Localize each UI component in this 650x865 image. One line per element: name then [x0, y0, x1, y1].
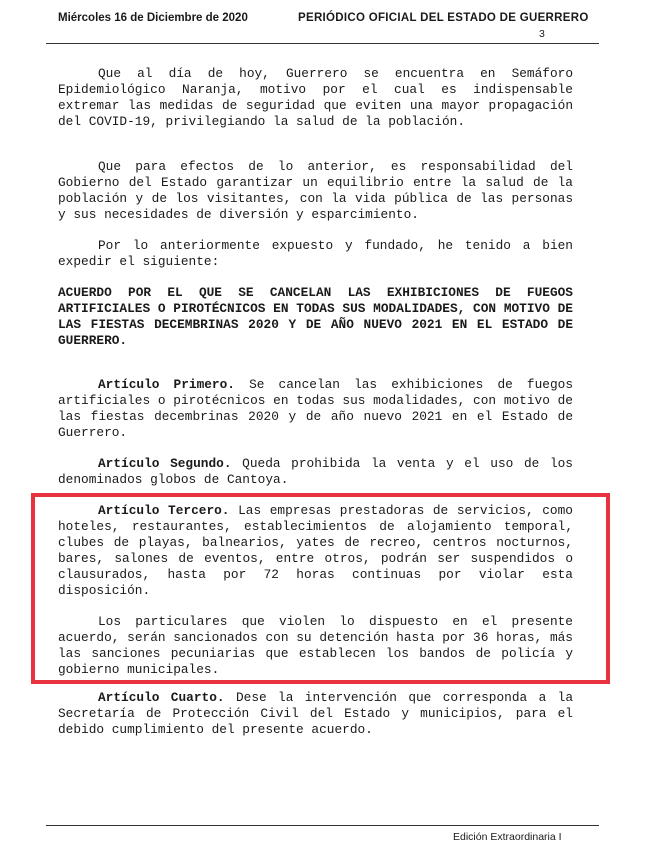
agreement-title: ACUERDO POR EL QUE SE CANCELAN LAS EXHIBICIONES DE FUEGOS ARTIFICIALES O PIROTÉCNICOS EN TODAS SUS MODALIDADES, CON MOTIVO DE LAS FIESTAS DECEMBRINAS 2020 Y DE AÑO NUEVO 2021 EN EL ESTADO DE GUERRERO. — [58, 285, 573, 348]
article-primero-text: Se cancelan las exhibiciones de fuegos artificiales o pirotécnicos en todas sus modalidades, con motivo de las fiestas decembrinas 2020 y de año nuevo 2021 en el Estado de Guerrero. — [58, 377, 573, 440]
article-tercero — [58, 503, 573, 599]
article-cuarto — [58, 690, 573, 738]
paragraph-responsabilidad: Que para efectos de lo anterior, es responsabilidad del Gobierno del Estado garantizar un equilibrio entre la salud de la población y de los visitantes, con la vida pública de las personas y sus necesidades de diversión y esparcimiento. — [58, 159, 573, 222]
header-date: Miércoles 16 de Diciembre de 2020 — [58, 12, 248, 24]
article-segundo — [58, 456, 573, 488]
article-segundo-text: Queda prohibida la venta y el uso de los denominados globos de Cantoya. — [58, 456, 573, 487]
article-cuarto-text: Dese la intervención que corresponda a la Secretaría de Protección Civil del Estado y municipios, para el debido cumplimiento del presente acuerdo. — [58, 690, 573, 737]
footer-divider — [46, 825, 599, 826]
article-tercero-text: Las empresas prestadoras de servicios, como hoteles, restaurantes, establecimientos de alojamiento temporal, clubes de playas, balnearios, yates de recreo, centros nocturnos, bares, salones de eventos, entre otros, podrán ser suspendidos o clausurados, hasta por 72 horas continuas por violar esta disposición. — [58, 503, 573, 598]
article-tercero-paragraph-2: Los particulares que violen lo dispuesto en el presente acuerdo, serán sancionados con su detención hasta por 36 horas, más las sanciones pecuniarias que establecen los bandos de policía y gobierno municipales. — [58, 614, 573, 677]
paragraph-expedir: Por lo anteriormente expuesto y fundado, he tenido a bien expedir el siguiente: — [58, 238, 573, 269]
paragraph-semaforo: Que al día de hoy, Guerrero se encuentra en Semáforo Epidemiológico Naranja, motivo por el cual es indispensable extremar las medidas de seguridad que eviten una mayor propagación del COVID-19, privilegiando la salud de la población. — [58, 66, 573, 129]
footer-edition: Edición Extraordinaria I — [453, 831, 562, 843]
header-title: PERIÓDICO OFICIAL DEL ESTADO DE GUERRERO — [298, 12, 589, 24]
article-primero-heading: Artículo Primero. — [98, 377, 235, 392]
header-divider — [46, 43, 599, 44]
article-tercero-heading: Artículo Tercero. — [98, 503, 230, 518]
page-number: 3 — [539, 28, 545, 40]
article-segundo-heading: Artículo Segundo. — [98, 456, 232, 471]
article-cuarto-heading: Artículo Cuarto. — [98, 690, 225, 705]
article-primero — [58, 377, 573, 441]
